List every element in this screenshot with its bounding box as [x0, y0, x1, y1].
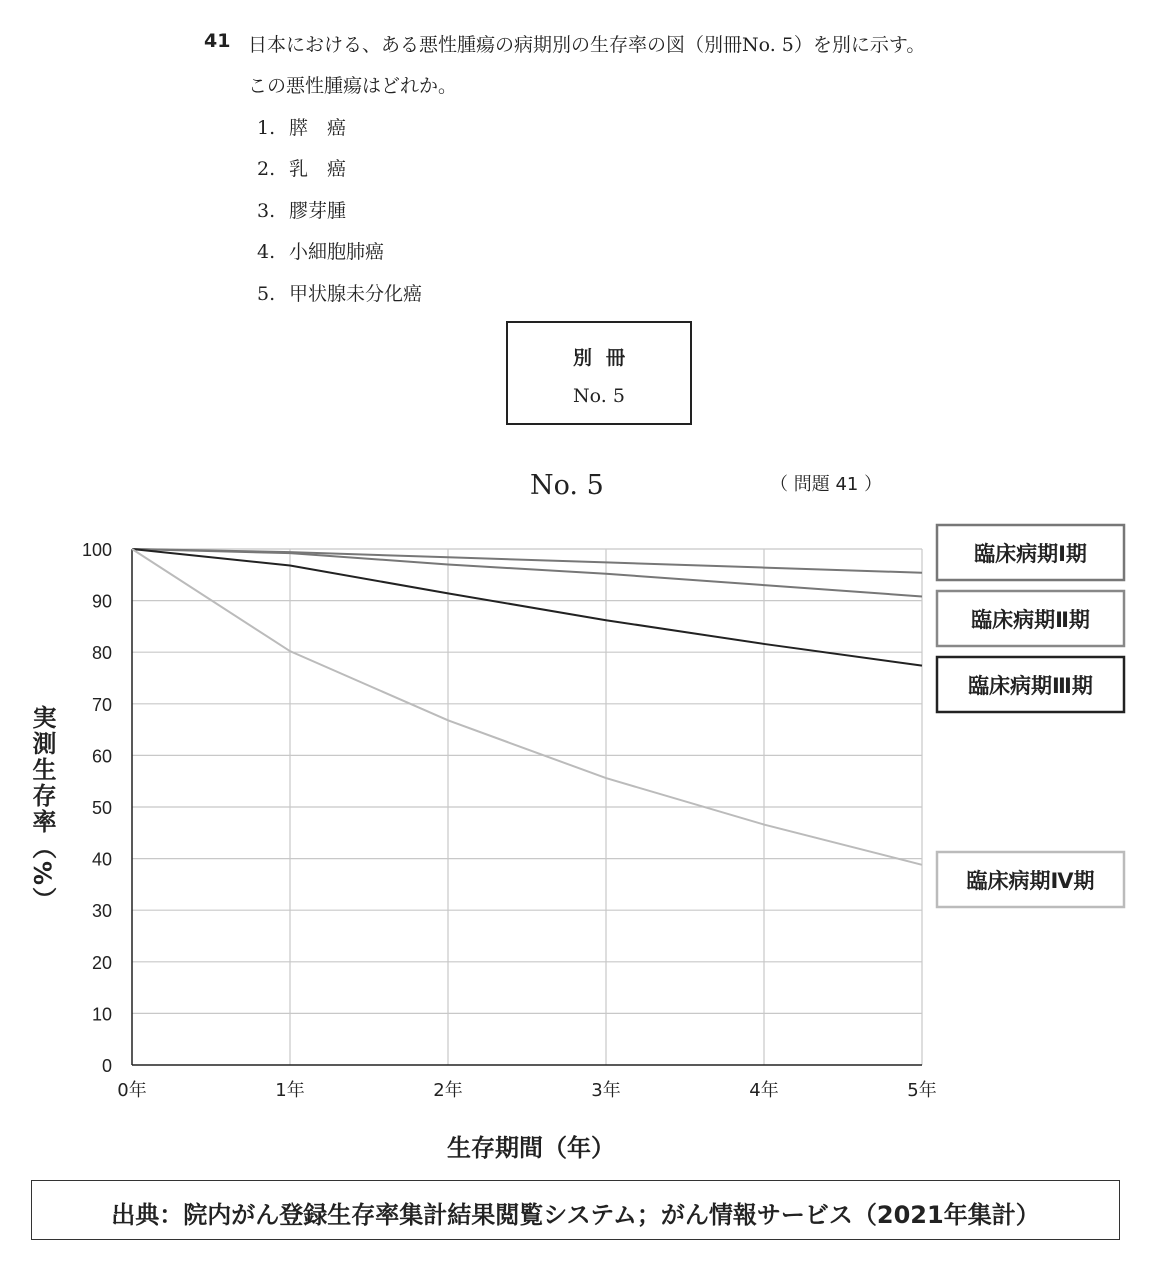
- x-tick-label: 0年: [117, 1080, 147, 1101]
- question-subtext: この悪性腫瘍はどれか。: [248, 75, 458, 97]
- y-axis-label: 実測生存率（%）: [28, 705, 56, 914]
- legend-label-stage-2: 臨床病期Ⅱ期: [971, 608, 1090, 632]
- x-axis-label: 生存期間（年）: [447, 1134, 615, 1162]
- legend-label-stage-4: 臨床病期Ⅳ期: [966, 869, 1095, 893]
- y-tick-label: 20: [91, 952, 112, 973]
- y-tick-label: 0: [101, 1056, 112, 1076]
- choice-number: 1.: [257, 117, 276, 139]
- figure-reference: （ 問題 41 ）: [770, 474, 883, 495]
- series-line-stage-3: [132, 549, 922, 666]
- choice-number: 3.: [257, 200, 276, 222]
- choice-number: 2.: [257, 158, 276, 180]
- y-tick-label: 60: [91, 746, 112, 767]
- question-number: 41: [204, 30, 231, 52]
- x-tick-label: 5年: [907, 1080, 937, 1101]
- y-tick-label: 70: [91, 694, 112, 715]
- y-tick-label: 90: [91, 591, 112, 612]
- source-box: [31, 1180, 1120, 1240]
- legend-label-stage-3: 臨床病期Ⅲ期: [968, 674, 1093, 698]
- x-tick-label: 4年: [749, 1080, 779, 1101]
- choice-number: 5.: [257, 283, 276, 305]
- figure-title: No. 5: [530, 470, 604, 501]
- choice-number: 4.: [257, 241, 276, 263]
- booklet-number: No. 5: [573, 385, 625, 407]
- y-tick-label: 40: [91, 849, 112, 870]
- choice-text: 乳 癌: [289, 158, 347, 180]
- y-tick-label: 10: [91, 1004, 112, 1025]
- y-tick-label: 50: [91, 798, 112, 818]
- legend-label-stage-1: 臨床病期Ⅰ期: [974, 542, 1087, 566]
- series-line-stage-4: [132, 549, 922, 865]
- y-tick-label: 80: [91, 643, 112, 664]
- y-tick-label: 100: [81, 540, 112, 560]
- y-tick-label: 30: [91, 901, 112, 922]
- x-tick-label: 3年: [591, 1080, 621, 1101]
- choice-text: 小細胞肺癌: [289, 241, 385, 263]
- x-tick-label: 2年: [433, 1080, 463, 1101]
- x-tick-label: 1年: [275, 1080, 305, 1101]
- question-text: 日本における、ある悪性腫瘍の病期別の生存率の図（別冊No. 5）を別に示す。: [248, 34, 926, 56]
- series-line-stage-2: [132, 549, 922, 596]
- source-text: 出典：院内がん登録生存率集計結果閲覧システム；がん情報サービス（2021年集計）: [111, 1201, 1040, 1229]
- choice-text: 膵 癌: [289, 117, 347, 139]
- choice-text: 膠芽腫: [289, 200, 347, 222]
- booklet-title: 別冊: [572, 347, 639, 369]
- choice-text: 甲状腺未分化癌: [289, 283, 423, 305]
